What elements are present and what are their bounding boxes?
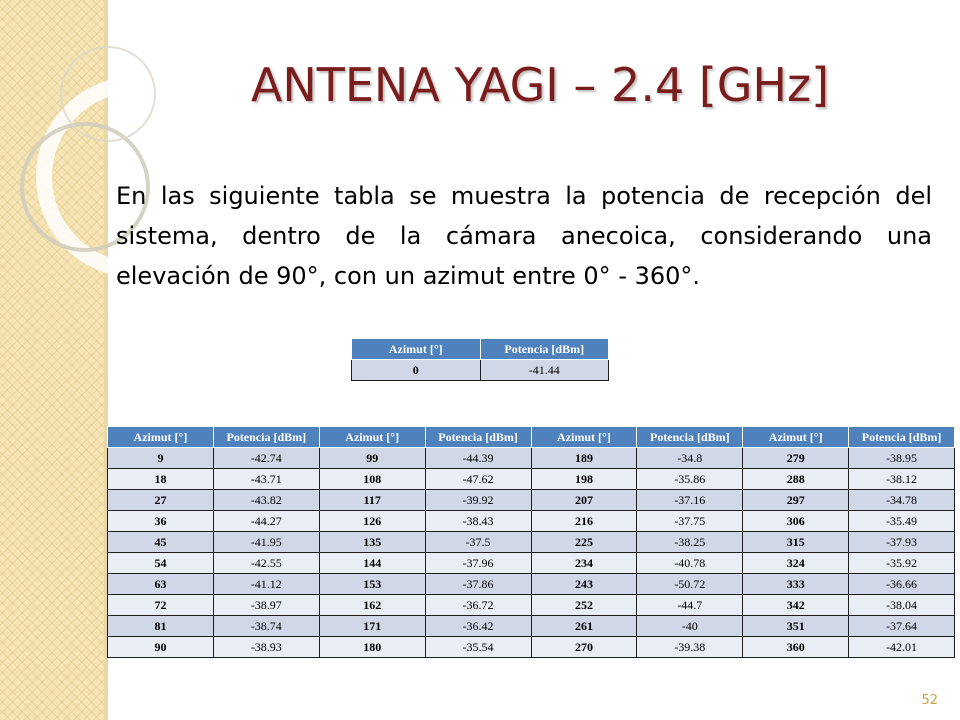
potencia-cell: -38.25 [637,532,743,553]
azimut-cell: 288 [743,469,849,490]
azimut-cell: 360 [743,637,849,658]
azimut-cell: 279 [743,448,849,469]
azimut-cell: 144 [319,553,425,574]
azimut-cell: 72 [108,595,214,616]
potencia-cell: -42.74 [213,448,319,469]
slide-title: ANTENA YAGI – 2.4 [GHz] [250,58,830,112]
table-header-row [352,339,609,360]
azimut-cell: 45 [108,532,214,553]
potencia-cell: -41.44 [480,360,609,381]
azimut-cell: 63 [108,574,214,595]
azimut-cell: 189 [531,448,637,469]
azimut-cell: 270 [531,637,637,658]
potencia-cell: -35.86 [637,469,743,490]
table-row [108,490,955,511]
potencia-cell: -37.5 [425,532,531,553]
header-azimut: Azimut [°] [743,427,849,448]
azimut-cell: 36 [108,511,214,532]
page-number: 52 [921,693,938,708]
potencia-cell: -42.01 [849,637,955,658]
table-row [352,360,609,381]
potencia-cell: -38.43 [425,511,531,532]
header-potencia: Potencia [dBm] [637,427,743,448]
azimut-cell: 324 [743,553,849,574]
table-row [108,595,955,616]
azimut-cell: 81 [108,616,214,637]
potencia-cell: -36.66 [849,574,955,595]
potencia-cell: -39.38 [637,637,743,658]
potencia-cell: -37.75 [637,511,743,532]
azimut-cell: 18 [108,469,214,490]
azimut-cell: 306 [743,511,849,532]
azimut-cell: 333 [743,574,849,595]
azimut-cell: 315 [743,532,849,553]
azimut-cell: 207 [531,490,637,511]
potencia-cell: -38.97 [213,595,319,616]
table-row [108,637,955,658]
azimut-cell: 99 [319,448,425,469]
table-row [108,532,955,553]
header-azimut: Azimut [°] [108,427,214,448]
table-row [108,511,955,532]
azimut-cell: 198 [531,469,637,490]
potencia-cell: -35.49 [849,511,955,532]
potencia-cell: -44.7 [637,595,743,616]
header-azimut: Azimut [°] [531,427,637,448]
header-potencia: Potencia [dBm] [849,427,955,448]
azimut-cell: 135 [319,532,425,553]
azimut-cell: 54 [108,553,214,574]
azimut-cell: 216 [531,511,637,532]
potencia-cell: -37.93 [849,532,955,553]
potencia-cell: -47.62 [425,469,531,490]
potencia-cell: -37.16 [637,490,743,511]
azimut-cell: 0 [352,360,481,381]
potencia-cell: -38.95 [849,448,955,469]
potencia-cell: -37.64 [849,616,955,637]
potencia-cell: -37.86 [425,574,531,595]
header-potencia: Potencia [dBm] [425,427,531,448]
azimut-cell: 252 [531,595,637,616]
azimut-cell: 261 [531,616,637,637]
potencia-cell: -41.95 [213,532,319,553]
potencia-cell: -40 [637,616,743,637]
potencia-cell: -38.12 [849,469,955,490]
reference-table [351,338,609,381]
measurements-table [107,426,955,658]
header-potencia: Potencia [dBm] [213,427,319,448]
azimut-cell: 126 [319,511,425,532]
azimut-cell: 297 [743,490,849,511]
potencia-cell: -43.82 [213,490,319,511]
table-row [108,448,955,469]
header-azimut: Azimut [°] [352,339,481,360]
potencia-cell: -38.74 [213,616,319,637]
table-row [108,469,955,490]
azimut-cell: 243 [531,574,637,595]
azimut-cell: 234 [531,553,637,574]
potencia-cell: -43.71 [213,469,319,490]
azimut-cell: 117 [319,490,425,511]
potencia-cell: -39.92 [425,490,531,511]
potencia-cell: -36.72 [425,595,531,616]
azimut-cell: 225 [531,532,637,553]
header-azimut: Azimut [°] [319,427,425,448]
azimut-cell: 180 [319,637,425,658]
table-row [108,553,955,574]
potencia-cell: -50.72 [637,574,743,595]
table-header-row [108,427,955,448]
azimut-cell: 27 [108,490,214,511]
slide-description: En las siguiente tabla se muestra la potencia de recepción del sistema, dentro de la cámara anecoica, considerando una elevación de 90°, con un azimut entre 0° - 360°. [116,182,932,290]
azimut-cell: 153 [319,574,425,595]
potencia-cell: -38.93 [213,637,319,658]
potencia-cell: -34.78 [849,490,955,511]
potencia-cell: -44.27 [213,511,319,532]
potencia-cell: -41.12 [213,574,319,595]
table-row [108,574,955,595]
azimut-cell: 9 [108,448,214,469]
table-row [108,616,955,637]
azimut-cell: 171 [319,616,425,637]
azimut-cell: 90 [108,637,214,658]
azimut-cell: 351 [743,616,849,637]
azimut-cell: 108 [319,469,425,490]
potencia-cell: -40.78 [637,553,743,574]
potencia-cell: -44.39 [425,448,531,469]
potencia-cell: -34.8 [637,448,743,469]
azimut-cell: 162 [319,595,425,616]
potencia-cell: -36.42 [425,616,531,637]
potencia-cell: -42.55 [213,553,319,574]
potencia-cell: -38.04 [849,595,955,616]
potencia-cell: -35.92 [849,553,955,574]
potencia-cell: -37.96 [425,553,531,574]
azimut-cell: 342 [743,595,849,616]
header-potencia: Potencia [dBm] [480,339,609,360]
potencia-cell: -35.54 [425,637,531,658]
